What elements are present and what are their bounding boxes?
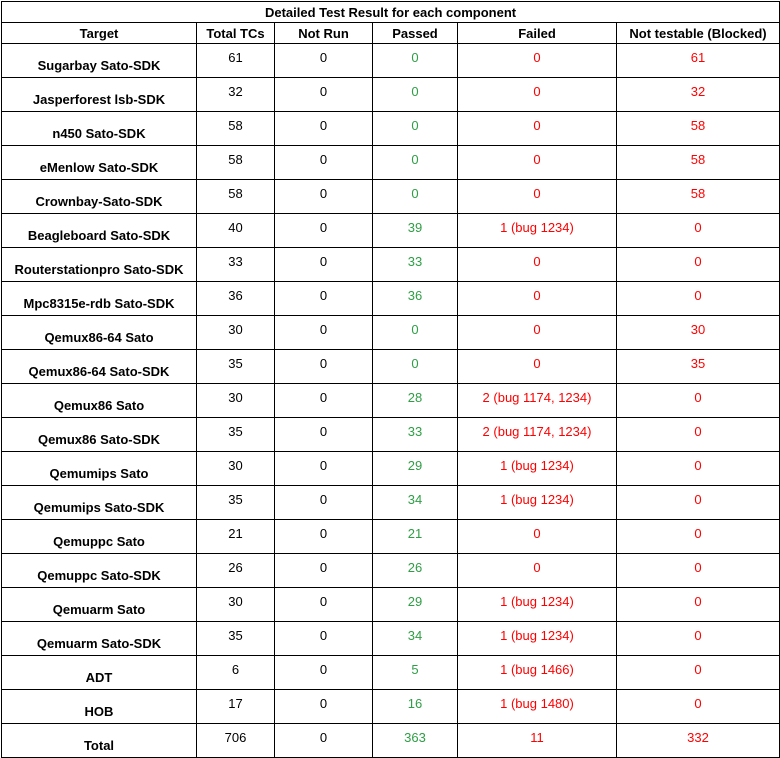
cell-not-run: 0: [275, 520, 373, 554]
cell-total-tcs: 33: [197, 248, 275, 282]
cell-failed: 0: [458, 248, 617, 282]
cell-passed: 29: [373, 588, 458, 622]
cell-target: Mpc8315e-rdb Sato-SDK: [2, 282, 197, 316]
cell-not-run: 0: [275, 180, 373, 214]
cell-not-run: 0: [275, 384, 373, 418]
cell-not-testable: 0: [617, 282, 780, 316]
table-title-row: [2, 2, 780, 23]
table-row: [2, 384, 780, 418]
cell-not-testable: 35: [617, 350, 780, 384]
cell-failed: 1 (bug 1466): [458, 656, 617, 690]
cell-failed: 11: [458, 724, 617, 758]
cell-target: Routerstationpro Sato-SDK: [2, 248, 197, 282]
table-row: [2, 282, 780, 316]
cell-target: Total: [2, 724, 197, 758]
cell-not-run: 0: [275, 316, 373, 350]
cell-total-tcs: 58: [197, 146, 275, 180]
cell-not-run: 0: [275, 554, 373, 588]
cell-not-run: 0: [275, 44, 373, 78]
cell-target: ADT: [2, 656, 197, 690]
cell-failed: 0: [458, 44, 617, 78]
cell-target: Sugarbay Sato-SDK: [2, 44, 197, 78]
cell-not-testable: 0: [617, 384, 780, 418]
cell-target: Qemux86 Sato-SDK: [2, 418, 197, 452]
table-row: [2, 418, 780, 452]
cell-not-testable: 0: [617, 622, 780, 656]
cell-passed: 5: [373, 656, 458, 690]
cell-total-tcs: 706: [197, 724, 275, 758]
cell-not-testable: 58: [617, 146, 780, 180]
total-row: [2, 724, 780, 758]
table-row: [2, 248, 780, 282]
cell-not-run: 0: [275, 112, 373, 146]
table-row: [2, 690, 780, 724]
cell-failed: 0: [458, 180, 617, 214]
cell-total-tcs: 35: [197, 486, 275, 520]
cell-not-run: 0: [275, 418, 373, 452]
cell-total-tcs: 17: [197, 690, 275, 724]
cell-target: Jasperforest lsb-SDK: [2, 78, 197, 112]
table-row: [2, 486, 780, 520]
cell-failed: 0: [458, 554, 617, 588]
cell-passed: 0: [373, 180, 458, 214]
table-row: [2, 214, 780, 248]
table-row: [2, 656, 780, 690]
header-passed: Passed: [373, 23, 458, 44]
cell-not-testable: 58: [617, 180, 780, 214]
cell-total-tcs: 58: [197, 180, 275, 214]
cell-total-tcs: 30: [197, 588, 275, 622]
cell-target: Qemumips Sato: [2, 452, 197, 486]
cell-failed: 1 (bug 1234): [458, 452, 617, 486]
cell-failed: 1 (bug 1480): [458, 690, 617, 724]
cell-not-run: 0: [275, 248, 373, 282]
cell-not-testable: 61: [617, 44, 780, 78]
cell-failed: 0: [458, 146, 617, 180]
cell-total-tcs: 21: [197, 520, 275, 554]
cell-passed: 36: [373, 282, 458, 316]
cell-target: n450 Sato-SDK: [2, 112, 197, 146]
cell-not-testable: 332: [617, 724, 780, 758]
cell-passed: 16: [373, 690, 458, 724]
cell-not-testable: 0: [617, 452, 780, 486]
cell-passed: 0: [373, 44, 458, 78]
cell-not-run: 0: [275, 656, 373, 690]
header-total-tcs: Total TCs: [197, 23, 275, 44]
table-row: [2, 520, 780, 554]
cell-total-tcs: 35: [197, 418, 275, 452]
cell-not-run: 0: [275, 78, 373, 112]
cell-not-run: 0: [275, 146, 373, 180]
cell-failed: 1 (bug 1234): [458, 588, 617, 622]
cell-not-testable: 0: [617, 486, 780, 520]
table-row: [2, 588, 780, 622]
cell-total-tcs: 26: [197, 554, 275, 588]
cell-failed: 1 (bug 1234): [458, 486, 617, 520]
table-row: [2, 316, 780, 350]
cell-not-run: 0: [275, 724, 373, 758]
cell-passed: 0: [373, 146, 458, 180]
table-row: [2, 350, 780, 384]
cell-not-testable: 58: [617, 112, 780, 146]
cell-not-run: 0: [275, 690, 373, 724]
cell-total-tcs: 35: [197, 622, 275, 656]
cell-not-run: 0: [275, 486, 373, 520]
table-row: [2, 112, 780, 146]
table-row: [2, 146, 780, 180]
cell-not-run: 0: [275, 282, 373, 316]
header-not-run: Not Run: [275, 23, 373, 44]
cell-not-run: 0: [275, 452, 373, 486]
table-row: [2, 44, 780, 78]
cell-total-tcs: 40: [197, 214, 275, 248]
cell-not-testable: 0: [617, 418, 780, 452]
cell-total-tcs: 32: [197, 78, 275, 112]
header-target: Target: [2, 23, 197, 44]
table-title: Detailed Test Result for each component: [2, 2, 780, 23]
header-failed: Failed: [458, 23, 617, 44]
cell-passed: 0: [373, 78, 458, 112]
cell-target: Qemuppc Sato-SDK: [2, 554, 197, 588]
cell-failed: 1 (bug 1234): [458, 622, 617, 656]
cell-total-tcs: 35: [197, 350, 275, 384]
cell-passed: 39: [373, 214, 458, 248]
cell-failed: 0: [458, 78, 617, 112]
cell-total-tcs: 30: [197, 384, 275, 418]
cell-not-run: 0: [275, 350, 373, 384]
cell-not-testable: 0: [617, 690, 780, 724]
cell-target: eMenlow Sato-SDK: [2, 146, 197, 180]
cell-failed: 1 (bug 1234): [458, 214, 617, 248]
cell-target: Qemux86 Sato: [2, 384, 197, 418]
cell-passed: 0: [373, 316, 458, 350]
cell-failed: 0: [458, 282, 617, 316]
cell-passed: 26: [373, 554, 458, 588]
cell-not-testable: 0: [617, 248, 780, 282]
cell-total-tcs: 30: [197, 452, 275, 486]
header-not-testable: Not testable (Blocked): [617, 23, 780, 44]
cell-not-run: 0: [275, 622, 373, 656]
cell-not-run: 0: [275, 214, 373, 248]
cell-total-tcs: 61: [197, 44, 275, 78]
test-result-table: [1, 1, 780, 758]
cell-not-testable: 0: [617, 588, 780, 622]
cell-target: Qemuarm Sato: [2, 588, 197, 622]
cell-target: Qemuarm Sato-SDK: [2, 622, 197, 656]
cell-failed: 0: [458, 112, 617, 146]
cell-not-testable: 30: [617, 316, 780, 350]
table-row: [2, 554, 780, 588]
cell-not-testable: 0: [617, 520, 780, 554]
cell-failed: 2 (bug 1174, 1234): [458, 418, 617, 452]
cell-passed: 0: [373, 112, 458, 146]
table-row: [2, 452, 780, 486]
cell-passed: 33: [373, 248, 458, 282]
cell-passed: 363: [373, 724, 458, 758]
cell-passed: 21: [373, 520, 458, 554]
cell-not-testable: 32: [617, 78, 780, 112]
table-row: [2, 622, 780, 656]
cell-passed: 34: [373, 622, 458, 656]
cell-passed: 29: [373, 452, 458, 486]
cell-not-testable: 0: [617, 656, 780, 690]
cell-total-tcs: 36: [197, 282, 275, 316]
table-row: [2, 78, 780, 112]
cell-total-tcs: 58: [197, 112, 275, 146]
cell-failed: 0: [458, 350, 617, 384]
cell-total-tcs: 6: [197, 656, 275, 690]
cell-not-testable: 0: [617, 554, 780, 588]
table-row: [2, 180, 780, 214]
cell-target: HOB: [2, 690, 197, 724]
cell-target: Qemumips Sato-SDK: [2, 486, 197, 520]
cell-passed: 0: [373, 350, 458, 384]
cell-not-run: 0: [275, 588, 373, 622]
cell-failed: 0: [458, 316, 617, 350]
cell-passed: 33: [373, 418, 458, 452]
cell-not-testable: 0: [617, 214, 780, 248]
cell-passed: 34: [373, 486, 458, 520]
cell-failed: 2 (bug 1174, 1234): [458, 384, 617, 418]
cell-target: Beagleboard Sato-SDK: [2, 214, 197, 248]
cell-failed: 0: [458, 520, 617, 554]
cell-target: Qemuppc Sato: [2, 520, 197, 554]
table-header-row: [2, 23, 780, 44]
cell-target: Qemux86-64 Sato: [2, 316, 197, 350]
cell-passed: 28: [373, 384, 458, 418]
cell-target: Crownbay-Sato-SDK: [2, 180, 197, 214]
cell-total-tcs: 30: [197, 316, 275, 350]
cell-target: Qemux86-64 Sato-SDK: [2, 350, 197, 384]
